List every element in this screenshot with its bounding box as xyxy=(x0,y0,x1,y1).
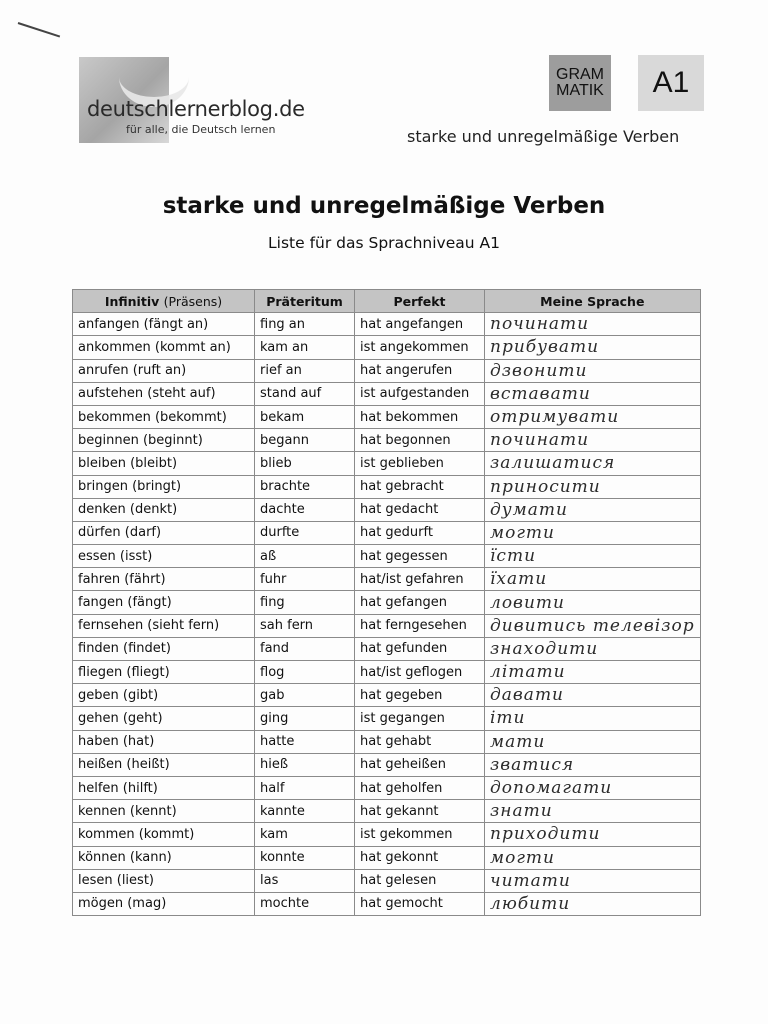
praeteritum-cell: fing xyxy=(255,591,355,614)
verb-table-body xyxy=(73,313,701,916)
site-tagline: für alle, die Deutsch lernen xyxy=(126,123,276,136)
site-name: deutschlernerblog.de xyxy=(87,97,305,121)
page-title: starke und unregelmäßige Verben xyxy=(162,193,606,219)
praeteritum-cell: las xyxy=(255,869,355,892)
table-row xyxy=(73,823,701,846)
praeteritum-cell: gab xyxy=(255,684,355,707)
infinitiv-cell: bekommen (bekommt) xyxy=(73,405,255,428)
page-subtitle: Liste für das Sprachniveau A1 xyxy=(268,234,500,252)
header-praesens-label: (Präsens) xyxy=(163,293,223,309)
praeteritum-cell: flog xyxy=(255,661,355,684)
level-badge: A1 xyxy=(638,55,704,111)
meine-sprache-cell: прибувати xyxy=(485,336,701,359)
table-row xyxy=(73,568,701,591)
praeteritum-cell: fand xyxy=(255,637,355,660)
table-row xyxy=(73,800,701,823)
table-row xyxy=(73,661,701,684)
praeteritum-cell: begann xyxy=(255,429,355,452)
meine-sprache-cell: мати xyxy=(485,730,701,753)
praeteritum-cell: brachte xyxy=(255,475,355,498)
praeteritum-cell: half xyxy=(255,776,355,799)
table-row xyxy=(73,846,701,869)
table-row xyxy=(73,707,701,730)
praeteritum-cell: fuhr xyxy=(255,568,355,591)
perfekt-cell: hat gelesen xyxy=(355,869,485,892)
meine-sprache-cell: літати xyxy=(485,661,701,684)
meine-sprache-cell: допомагати xyxy=(485,776,701,799)
table-row xyxy=(73,359,701,382)
perfekt-cell: hat gegessen xyxy=(355,545,485,568)
infinitiv-cell: können (kann) xyxy=(73,846,255,869)
infinitiv-cell: anrufen (ruft an) xyxy=(73,359,255,382)
meine-sprache-cell: знати xyxy=(485,800,701,823)
meine-sprache-cell: починати xyxy=(485,429,701,452)
badge-line-2: MATIK xyxy=(556,82,604,99)
table-row xyxy=(73,405,701,428)
table-row xyxy=(73,753,701,776)
table-row xyxy=(73,429,701,452)
infinitiv-cell: bringen (bringt) xyxy=(73,475,255,498)
perfekt-cell: hat angefangen xyxy=(355,313,485,336)
perfekt-cell: hat geheißen xyxy=(355,753,485,776)
praeteritum-cell: stand auf xyxy=(255,382,355,405)
praeteritum-cell: hieß xyxy=(255,753,355,776)
praeteritum-cell: konnte xyxy=(255,846,355,869)
praeteritum-cell: fing an xyxy=(255,313,355,336)
praeteritum-cell: rief an xyxy=(255,359,355,382)
praeteritum-cell: blieb xyxy=(255,452,355,475)
infinitiv-cell: mögen (mag) xyxy=(73,892,255,915)
praeteritum-cell: kannte xyxy=(255,800,355,823)
perfekt-cell: hat gedurft xyxy=(355,521,485,544)
infinitiv-cell: geben (gibt) xyxy=(73,684,255,707)
perfekt-cell: hat gehabt xyxy=(355,730,485,753)
site-logo xyxy=(79,57,309,145)
header-meine-sprache: Meine Sprache xyxy=(485,290,701,313)
table-row xyxy=(73,776,701,799)
table-row xyxy=(73,637,701,660)
infinitiv-cell: finden (findet) xyxy=(73,637,255,660)
infinitiv-cell: bleiben (bleibt) xyxy=(73,452,255,475)
perfekt-cell: hat geholfen xyxy=(355,776,485,799)
praeteritum-cell: dachte xyxy=(255,498,355,521)
perfekt-cell: hat gefunden xyxy=(355,637,485,660)
infinitiv-cell: fliegen (fliegt) xyxy=(73,661,255,684)
meine-sprache-cell: приносити xyxy=(485,475,701,498)
perfekt-cell: hat ferngesehen xyxy=(355,614,485,637)
perfekt-cell: hat gebracht xyxy=(355,475,485,498)
infinitiv-cell: helfen (hilft) xyxy=(73,776,255,799)
infinitiv-cell: fahren (fährt) xyxy=(73,568,255,591)
infinitiv-cell: anfangen (fängt an) xyxy=(73,313,255,336)
perfekt-cell: hat gedacht xyxy=(355,498,485,521)
praeteritum-cell: aß xyxy=(255,545,355,568)
infinitiv-cell: fangen (fängt) xyxy=(73,591,255,614)
table-row xyxy=(73,684,701,707)
table-row xyxy=(73,382,701,405)
table-row xyxy=(73,313,701,336)
meine-sprache-cell: читати xyxy=(485,869,701,892)
infinitiv-cell: kennen (kennt) xyxy=(73,800,255,823)
praeteritum-cell: hatte xyxy=(255,730,355,753)
praeteritum-cell: kam an xyxy=(255,336,355,359)
praeteritum-cell: mochte xyxy=(255,892,355,915)
meine-sprache-cell: любити xyxy=(485,892,701,915)
meine-sprache-cell: їсти xyxy=(485,545,701,568)
meine-sprache-cell: залишатися xyxy=(485,452,701,475)
perfekt-cell: hat/ist gefahren xyxy=(355,568,485,591)
perfekt-cell: ist geblieben xyxy=(355,452,485,475)
meine-sprache-cell: отримувати xyxy=(485,405,701,428)
badge-line-1: GRAM xyxy=(556,66,604,83)
meine-sprache-cell: приходити xyxy=(485,823,701,846)
meine-sprache-cell: починати xyxy=(485,313,701,336)
table-row xyxy=(73,498,701,521)
table-row xyxy=(73,545,701,568)
table-row xyxy=(73,336,701,359)
grammatik-badge xyxy=(549,55,611,111)
infinitiv-cell: dürfen (darf) xyxy=(73,521,255,544)
infinitiv-cell: ankommen (kommt an) xyxy=(73,336,255,359)
infinitiv-cell: lesen (liest) xyxy=(73,869,255,892)
perfekt-cell: hat angerufen xyxy=(355,359,485,382)
praeteritum-cell: sah fern xyxy=(255,614,355,637)
meine-sprache-cell: могти xyxy=(485,846,701,869)
praeteritum-cell: kam xyxy=(255,823,355,846)
perfekt-cell: hat gekannt xyxy=(355,800,485,823)
perfekt-cell: hat/ist geflogen xyxy=(355,661,485,684)
infinitiv-cell: fernsehen (sieht fern) xyxy=(73,614,255,637)
header-infinitiv-label: Infinitiv xyxy=(104,293,160,309)
meine-sprache-cell: вставати xyxy=(485,382,701,405)
praeteritum-cell: bekam xyxy=(255,405,355,428)
meine-sprache-cell: іти xyxy=(485,707,701,730)
table-row xyxy=(73,521,701,544)
header-infinitiv xyxy=(73,290,255,313)
table-row xyxy=(73,475,701,498)
perfekt-cell: ist gegangen xyxy=(355,707,485,730)
header-perfekt: Perfekt xyxy=(355,290,485,313)
perfekt-cell: ist angekommen xyxy=(355,336,485,359)
header-praeteritum: Präteritum xyxy=(255,290,355,313)
pen-mark xyxy=(18,22,60,37)
perfekt-cell: hat gekonnt xyxy=(355,846,485,869)
meine-sprache-cell: давати xyxy=(485,684,701,707)
infinitiv-cell: essen (isst) xyxy=(73,545,255,568)
infinitiv-cell: aufstehen (steht auf) xyxy=(73,382,255,405)
infinitiv-cell: heißen (heißt) xyxy=(73,753,255,776)
meine-sprache-cell: дзвонити xyxy=(485,359,701,382)
verb-table xyxy=(72,289,701,916)
infinitiv-cell: kommen (kommt) xyxy=(73,823,255,846)
praeteritum-cell: durfte xyxy=(255,521,355,544)
meine-sprache-cell: зватися xyxy=(485,753,701,776)
perfekt-cell: hat gegeben xyxy=(355,684,485,707)
perfekt-cell: ist gekommen xyxy=(355,823,485,846)
praeteritum-cell: ging xyxy=(255,707,355,730)
table-row xyxy=(73,591,701,614)
table-header-row xyxy=(73,290,701,313)
meine-sprache-cell: знаходити xyxy=(485,637,701,660)
perfekt-cell: hat bekommen xyxy=(355,405,485,428)
perfekt-cell: ist aufgestanden xyxy=(355,382,485,405)
infinitiv-cell: denken (denkt) xyxy=(73,498,255,521)
infinitiv-cell: gehen (geht) xyxy=(73,707,255,730)
perfekt-cell: hat gemocht xyxy=(355,892,485,915)
table-row xyxy=(73,452,701,475)
header-topic: starke und unregelmäßige Verben xyxy=(407,127,680,146)
infinitiv-cell: beginnen (beginnt) xyxy=(73,429,255,452)
meine-sprache-cell: могти xyxy=(485,521,701,544)
infinitiv-cell: haben (hat) xyxy=(73,730,255,753)
meine-sprache-cell: дивитись телевізор xyxy=(485,614,701,637)
table-row xyxy=(73,730,701,753)
meine-sprache-cell: їхати xyxy=(485,568,701,591)
perfekt-cell: hat begonnen xyxy=(355,429,485,452)
table-row xyxy=(73,869,701,892)
meine-sprache-cell: думати xyxy=(485,498,701,521)
perfekt-cell: hat gefangen xyxy=(355,591,485,614)
meine-sprache-cell: ловити xyxy=(485,591,701,614)
table-row xyxy=(73,892,701,915)
table-row xyxy=(73,614,701,637)
